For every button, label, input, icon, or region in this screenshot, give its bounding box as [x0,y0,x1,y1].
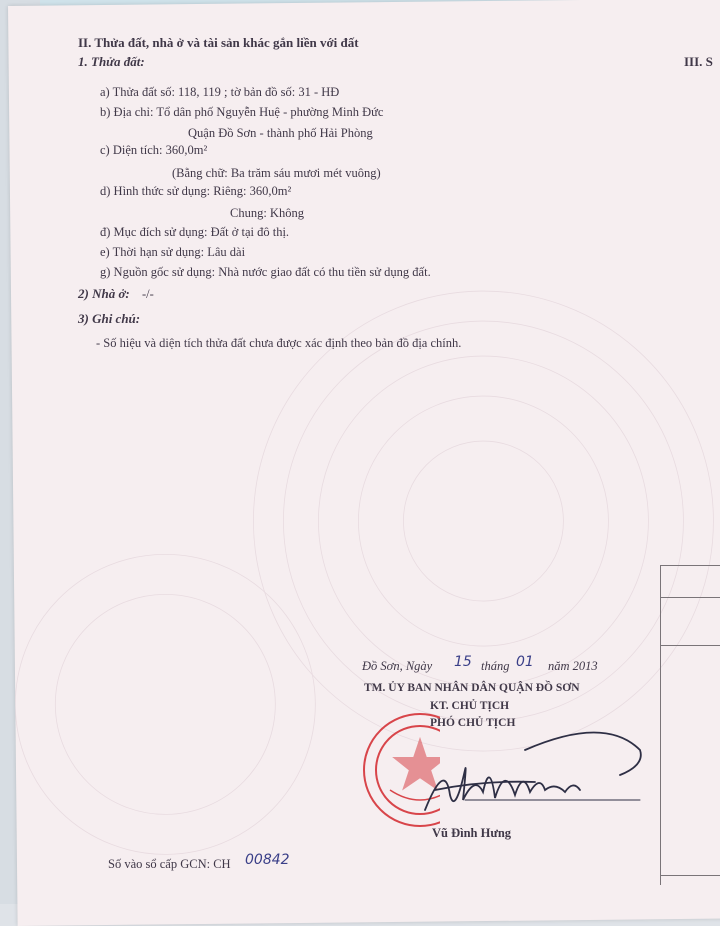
land-address-line2: Quận Đồ Sơn - thành phố Hải Phòng [188,126,373,140]
house-heading: 2) Nhà ở: [78,286,130,301]
land-area: c) Diện tích: 360,0m² [100,143,208,157]
registry-label: Số vào sổ cấp GCN: CH [108,857,231,871]
notes-heading: 3) Ghi chú: [78,311,141,326]
land-parcel: a) Thửa đất số: 118, 119 ; tờ bản đồ số: 31 - HĐ [100,85,340,99]
signature [405,720,655,830]
notes-text: - Số hiệu và diện tích thửa đất chưa được xác định theo bản đồ địa chính. [96,336,462,350]
next-section-fragment: III. S [684,54,713,69]
land-term: e) Thời hạn sử dụng: Lâu dài [100,245,246,259]
table-border-top [660,565,720,566]
place-date-prefix: Đồ Sơn, Ngày [362,659,433,673]
authority: TM. ỦY BAN NHÂN DÂN QUẬN ĐỒ SƠN [364,682,580,694]
registry-number: 00842 [245,852,290,868]
land-heading: 1. Thửa đất: [78,54,145,69]
land-usage-shared: Chung: Không [230,206,304,220]
land-area-words: (Bằng chữ: Ba trăm sáu mươi mét vuông) [172,166,381,180]
house-value: -/- [142,287,154,301]
land-origin: g) Nguồn gốc sử dụng: Nhà nước giao đất có thu tiền sử dụng đất. [100,265,431,279]
land-address-line1: b) Địa chỉ: Tổ dân phố Nguyễn Huệ - phường Minh Đức [100,105,384,119]
table-row-line [660,645,720,646]
table-row-line [660,597,720,598]
section-title: II. Thửa đất, nhà ở và tài sản khác gắn liền với đất [78,35,359,50]
month-label: tháng [481,659,510,673]
signer-name: Vũ Đình Hưng [432,826,512,840]
land-purpose: đ) Mục đích sử dụng: Đất ở tại đô thị. [100,225,290,239]
vice-chairman: PHÓ CHỦ TỊCH [430,717,516,729]
land-usage-form: d) Hình thức sử dụng: Riêng: 360,0m² [100,184,292,198]
for-chairman: KT. CHỦ TỊCH [430,700,510,712]
month-handwritten: 01 [516,654,534,670]
table-row-line [660,875,720,876]
day-handwritten: 15 [454,654,472,670]
year-label: năm 2013 [548,659,598,673]
table-border-left [660,565,661,885]
